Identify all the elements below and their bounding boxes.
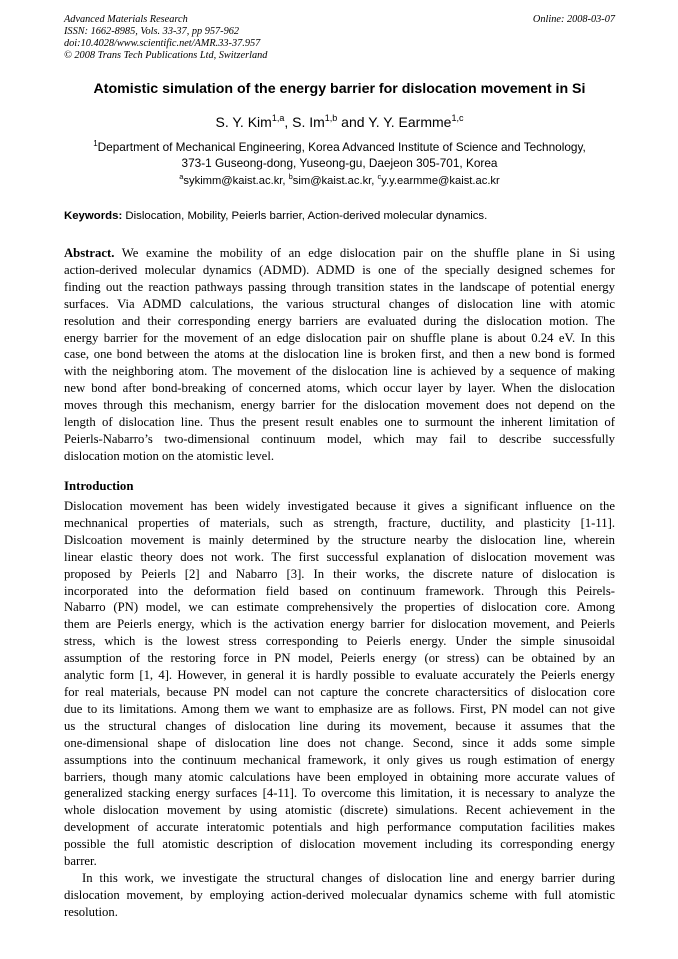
author-separator: and <box>337 114 369 130</box>
abstract-label: Abstract. <box>64 246 115 260</box>
email-mark: c <box>377 172 382 181</box>
keywords-text: Dislocation, Mobility, Peierls barrier, Action-derived molecular dynamics. <box>122 210 488 222</box>
abstract-line: energy barrier for the movement of an edge dislocation pair on shuffle plane is about 0.24 eV. In this <box>64 330 615 345</box>
email-list <box>64 174 615 189</box>
text-line: us the structural changes of dislocation line during its movement, because it assumes that the <box>64 718 615 733</box>
author-affil-mark: 1,b <box>324 113 338 123</box>
text-line: dislocation movement, by employing action-derived molecualar dynamics scheme with full atomistic <box>64 887 615 902</box>
affiliation-mark: 1 <box>93 139 98 148</box>
keywords-label: Keywords: <box>64 210 123 222</box>
abstract-line: dislocation motion on the atomistic level. <box>64 448 275 463</box>
text-line: Nabarro (PN) model, we can estimate comprehensively the properties of dislocation core. Among <box>64 600 615 615</box>
text-line: possible the full atomistic description of dislocation movement including its corresponding energy <box>64 837 615 852</box>
text-line: assumption of the restoring force in PN model, Peierls energy (or stress) can be obtained by an <box>64 651 615 666</box>
text-line: mechnanical properties of materials, such as strength, fracture, ductility, and plasticity [1-11]. <box>64 515 615 530</box>
abstract-line: length of dislocation line. Thus the present result enables one to surmount the inherent limitation of <box>64 415 615 430</box>
author-name: S. Im <box>292 114 325 130</box>
text-line: generalized stacking energy surfaces [4-11]. To overcome this limitation, it is necessary to analyze the <box>64 786 615 801</box>
text-line: development of accurate interatomic potentials and high performance computation facilities makes <box>64 820 615 835</box>
text-line: Dislcoation movement is mainly determined by the structure nearby the dislocation line, wherein <box>64 532 615 547</box>
affiliation-line-2: 373-1 Guseong-dong, Yuseong-gu, Daejeon 305-701, Korea <box>181 155 498 170</box>
abstract-line: finding out the reaction pathways passing through transition states in the landscape of potential energy <box>64 279 615 294</box>
journal-name: Advanced Materials Research <box>64 14 188 25</box>
text-line: Dislocation movement has been widely investigated because it gives a significant influence on the <box>64 499 615 513</box>
online-date: Online: 2008-03-07 <box>532 14 615 25</box>
keywords <box>64 209 615 224</box>
doi-line: doi:10.4028/www.scientific.net/AMR.33-37.957 <box>64 38 261 49</box>
text-line: them are Peierls energy, which is the activation energy barrier for dislocation movement, and Peierls <box>64 617 615 632</box>
abstract-line: with the neighboring atom. The movement of the dislocation line is achieved by a sequence of making <box>64 364 615 379</box>
abstract-line: case, one bond between the atoms at the dislocation line is broken first, and then a new bond is formed <box>64 347 615 362</box>
email-link[interactable]: sim@kaist.ac.kr, <box>292 175 378 187</box>
author-affil-mark: 1,c <box>451 113 464 123</box>
paragraph <box>64 498 615 870</box>
email-mark: b <box>288 172 293 181</box>
text-line: linear elastic theory does not work. The first successful explanation of dislocation movement was <box>64 549 615 564</box>
text-line: stress, which is the lowest stress corresponding to Peierls energy. Under the simple sinusoidal <box>64 634 615 649</box>
introduction-body <box>64 498 615 921</box>
copyright-line: © 2008 Trans Tech Publications Ltd, Switzerland <box>64 50 268 61</box>
text-line: In this work, we investigate the structural changes of dislocation line and energy barrier during <box>82 870 615 885</box>
journal-header <box>64 14 615 62</box>
author-list <box>64 113 615 131</box>
text-line: for real materials, because PN model can not capture the concrete charactersitics of dislocation core <box>64 684 615 699</box>
abstract-line: surfaces. Via ADMD calculations, the various structural changes of dislocation line with atomic <box>64 296 615 311</box>
abstract-line: action-derived molecular dynamics (ADMD). ADMD is one of the specially designed schemes for <box>64 262 615 277</box>
text-line: analytic form [1, 4]. However, in general it is hardly possible to evaluate accurately the Peierls energy <box>64 668 615 683</box>
affiliation-line-1: Department of Mechanical Engineering, Korea Advanced Institute of Science and Technology, <box>97 140 586 154</box>
paper-title: Atomistic simulation of the energy barrier for dislocation movement in Si <box>93 81 586 97</box>
text-line: whole dislocation movement by using atomistic (discrete) simulations. Recent achievement in the <box>64 803 615 818</box>
text-line: one-dimensional shape of dislocation line does not change. Second, since it adds some simple <box>64 735 615 750</box>
email-link[interactable]: y.y.earmme@kaist.ac.kr <box>381 175 500 187</box>
issn-line: ISSN: 1662-8985, Vols. 33-37, pp 957-962 <box>64 26 240 37</box>
email-link[interactable]: sykimm@kaist.ac.kr, <box>183 175 289 187</box>
text-line: assumptions into the continuum mechanical framework, it only gives us rough estimation of energy <box>64 752 615 767</box>
text-line: due to its limitations. Among them we want to emphasize are as follows. First, PN model can not give <box>64 701 615 716</box>
text-line: resolution. <box>64 904 118 919</box>
abstract-line: resolution and their corresponding energy barriers are evaluated during the dislocation motion. The <box>64 313 615 328</box>
author-name: S. Y. Kim <box>215 114 272 130</box>
text-line: barriers, though many atomic calculations have been employed in obtaining more accurate values of <box>64 769 615 784</box>
affiliation <box>64 140 615 171</box>
author-separator: , <box>284 114 293 130</box>
email-mark: a <box>179 172 184 181</box>
abstract-line: new bond after bond-breaking of concerned atoms, which occur layer by layer. When the dislocation <box>64 381 615 396</box>
paragraph <box>64 870 615 921</box>
text-line: incorporated into the deformation field based on continuum framework. Through this Peirels- <box>64 583 615 598</box>
section-heading-introduction: Introduction <box>64 479 134 493</box>
author-name: Y. Y. Earmme <box>368 114 452 130</box>
text-line: proposed by Peierls [2] and Nabarro [3]. In their works, the discrete nature of dislocation is <box>64 566 615 581</box>
abstract <box>64 245 615 465</box>
text-line: barrer. <box>64 854 97 869</box>
abstract-line: moves through this mechanism, energy barrier for the dislocation movement does not depend on the <box>64 398 615 413</box>
abstract-line: We examine the mobility of an edge dislocation pair on the shuffle plane in Si using <box>114 246 615 260</box>
abstract-line: Peierls-Nabarro’s two-dimensional continuum model, which may fail to describe successfully <box>64 431 615 446</box>
author-affil-mark: 1,a <box>271 113 285 123</box>
